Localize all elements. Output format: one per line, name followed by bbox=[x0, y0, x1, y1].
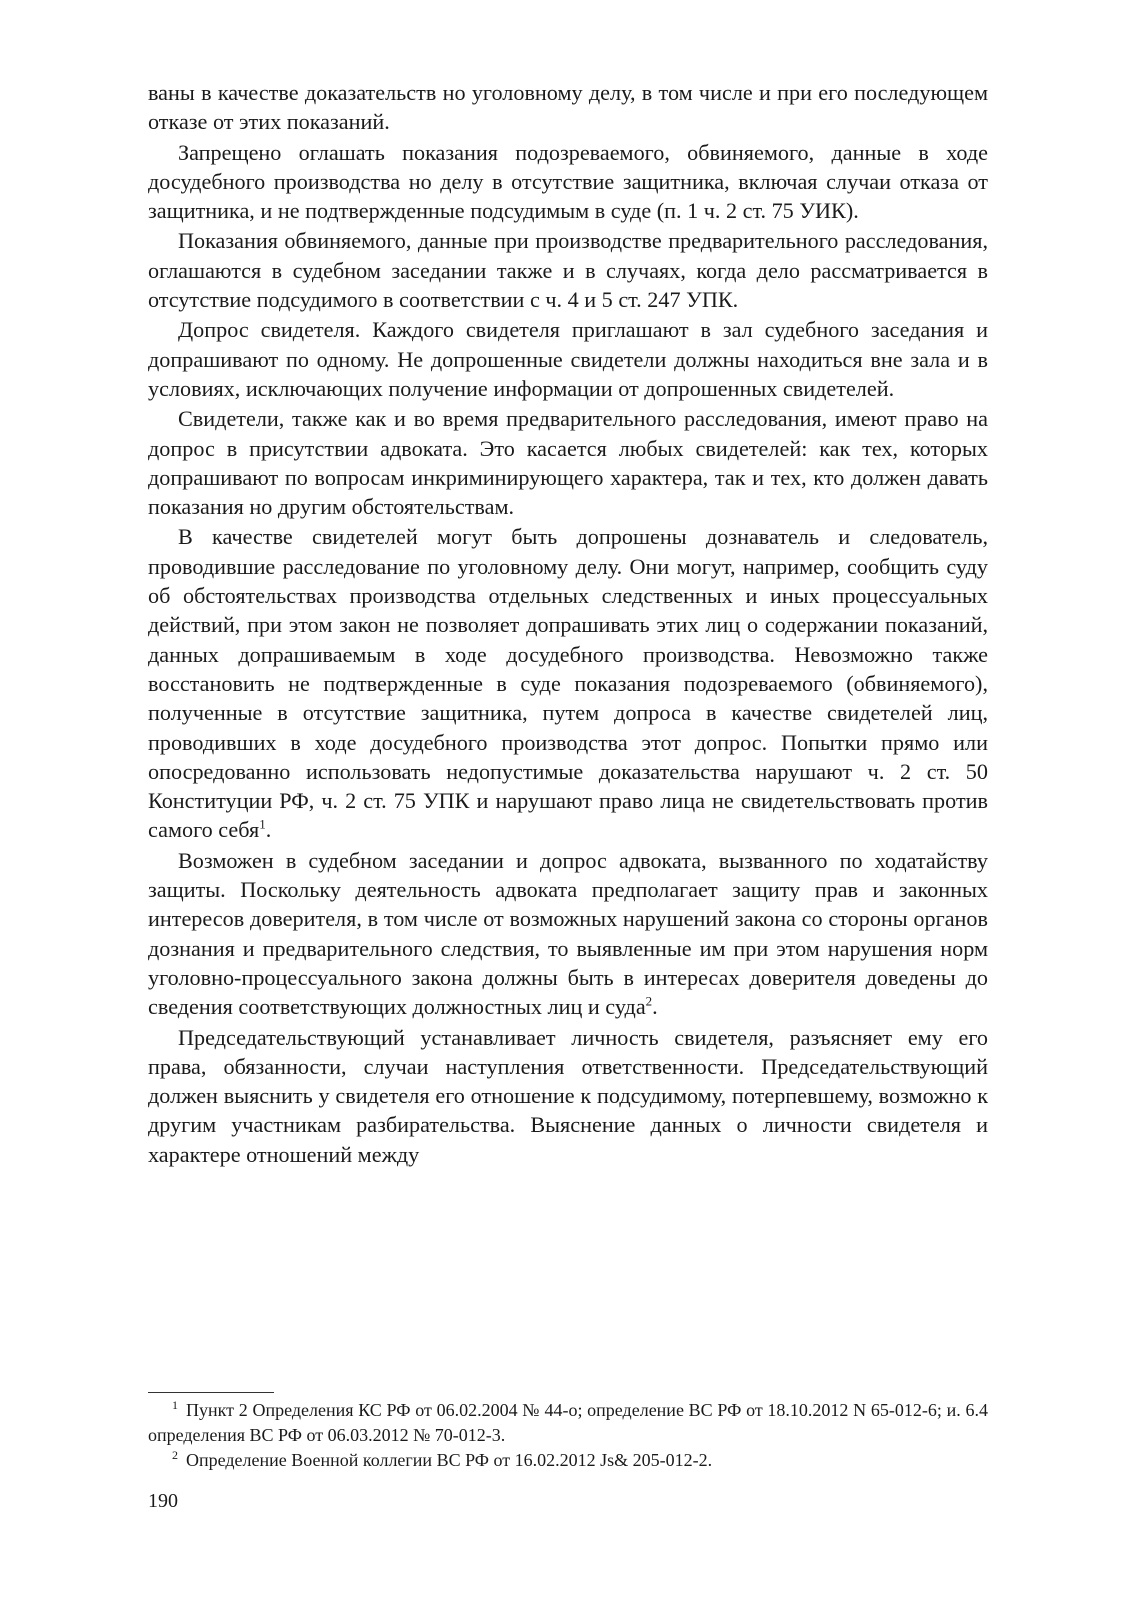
footnote-2-text: Определение Военной коллегии ВС РФ от 16.02.2012 Js& 205-012-2. bbox=[186, 1450, 713, 1470]
footnotes bbox=[148, 1398, 988, 1473]
footnote-1 bbox=[148, 1398, 988, 1448]
paragraph-2: Запрещено оглашать показания подозреваемого, обвиняемого, данные в ходе досудебного производства но делу в отсутствие защитника, включая случаи отказа от защитника, и не подтвержденные подсудимым в суде (п. 1 ч. 2 ст. 75 УИК). bbox=[148, 139, 988, 224]
page-body bbox=[148, 78, 988, 1170]
paragraph-6-end: . bbox=[265, 817, 272, 843]
paragraph-4: Допрос свидетеля. Каждого свидетеля приглашают в зал судебного заседания и допрашивают по одному. Не допрошенные свидетели должны находиться вне зала и в условиях, исключающих получение информации от допрошенных свидетелей. bbox=[148, 317, 988, 401]
page-number: 190 bbox=[148, 1490, 178, 1512]
footnote-1-text: Пункт 2 Определения КС РФ от 06.02.2004 № 44-о; определение ВС РФ от 18.10.2012 N 65-012-6; и. 6.4 определения ВС РФ от 06.03.2012 № 70-012-3. bbox=[148, 1400, 988, 1445]
paragraph-1: ваны в качестве доказательств но уголовному делу, в том числе и при его последующем отказе от этих показаний. bbox=[148, 80, 988, 135]
paragraph-6-text: В качестве свидетелей могут быть допрошены дознаватель и следователь, проводившие расследование по уголовному делу. Они могут, например, сообщить суду об обстоятельствах производства отдельных следственных и иных процессуальных действий, при этом закон не позволяет допрашивать этих лиц о содержании показаний, данных допрашиваемым в ходе досудебного производства. Невозможно также восстановить не подтвержденные в суде показания подозреваемого (обвиняемого), полученные в отсутствие защитника, путем допроса в качестве свидетелей лиц, проводивших в ходе досудебного производства этот допрос. Попытки прямо или опосредованно использовать недопустимые доказательства нарушают ч. 2 ст. 50 Конституции РФ, ч. 2 ст. 75 УПК и нарушают право лица не свидетельствовать против самого себя bbox=[148, 524, 988, 843]
paragraph-6 bbox=[148, 522, 988, 844]
paragraph-8: Председательствующий устанавливает личность свидетеля, разъясняет ему его права, обязанности, случаи наступления ответственности. Председательствующий должен выяснить у свидетеля его отношение к подсудимому, потерпевшему, возможно к другим участникам разбирательства. Выяснение данных о личности свидетеля и характере отношений между bbox=[148, 1024, 988, 1167]
paragraph-5: Свидетели, также как и во время предварительного расследования, имеют право на допрос в присутствии адвоката. Это касается любых свидетелей: как тех, которых допрашивают по вопросам инкриминирующего характера, так и тех, кто должен давать показания но другим обстоятельствам. bbox=[148, 406, 988, 520]
paragraph-3: Показания обвиняемого, данные при производстве предварительного расследования, оглашаются в судебном заседании также и в случаях, когда дело рассматривается в отсутствие подсудимого в соответствии с ч. 4 и 5 ст. 247 УПК. bbox=[148, 228, 988, 313]
footnote-2 bbox=[148, 1448, 988, 1473]
paragraph-7-end: . bbox=[652, 994, 658, 1020]
paragraph-7 bbox=[148, 846, 988, 1022]
footnote-2-number: 2 bbox=[172, 1448, 178, 1462]
footnote-1-number: 1 bbox=[172, 1398, 178, 1412]
footnote-ref-2[interactable]: 2 bbox=[645, 993, 653, 1009]
footnote-divider bbox=[148, 1392, 274, 1393]
footnote-ref-1[interactable]: 1 bbox=[259, 817, 266, 833]
paragraph-7-text: Возможен в судебном заседании и допрос адвоката, вызванного по ходатайству защиты. Поскольку деятельность адвоката предполагает защиту прав и законных интересов доверителя, в том числе от возможных нарушений закона со стороны органов дознания и предварительного следствия, то выявленные им при этом нарушения норм уголовно-процессуального закона должны быть в интересах доверителя доведены до сведения соответствующих должностных лиц и суда bbox=[148, 847, 988, 1020]
